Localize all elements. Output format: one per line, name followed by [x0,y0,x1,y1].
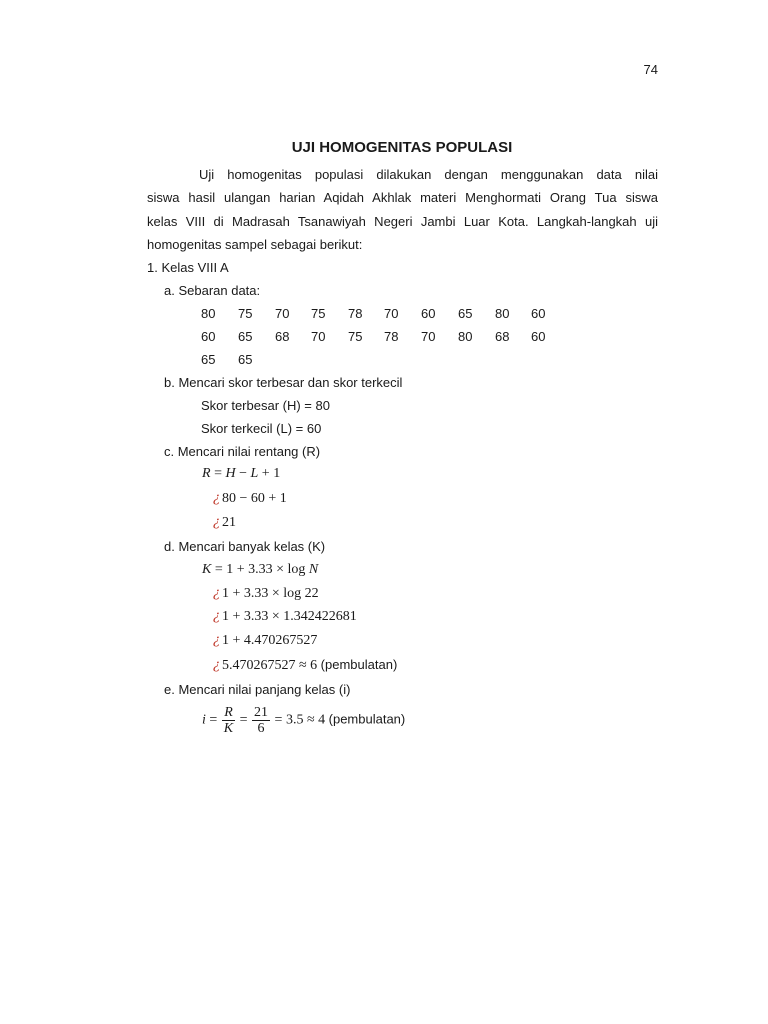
glyph-artifact: ¿ [213,633,220,648]
skor-terkecil: Skor terkecil (L) = 60 [201,421,322,436]
k-calc-approx: ≈ 6 [298,658,318,673]
page-number: 74 [643,62,658,77]
table-cell: 68 [495,329,510,344]
step-b-label: b. Mencari skor terbesar dan skor terkecil [164,375,403,390]
table-cell: 78 [384,329,399,344]
fraction-numerator: 21 [254,705,269,720]
table-cell: 65 [201,352,216,367]
k-calc-value: 1 + 3.33 × log 22 [221,586,319,601]
glyph-artifact: ¿ [213,586,220,601]
table-cell: 80 [495,306,510,321]
table-cell: 65 [238,352,253,367]
section-heading: 1. Kelas VIII A [147,260,229,275]
intro-paragraph [147,163,658,256]
table-cell: 75 [311,306,326,321]
table-cell: 60 [531,306,546,321]
step-a-label: a. Sebaran data: [164,283,261,298]
step-d-label: d. Mencari banyak kelas (K) [164,539,326,554]
table-cell: 65 [458,306,473,321]
table-cell: 60 [421,306,436,321]
intro-line: kelas VIII di Madrasah Tsanawiyah Negeri Jambi Luar Kota. Langkah-langkah uji [147,213,658,229]
table-cell: 70 [275,306,290,321]
page-title: UJI HOMOGENITAS POPULASI [291,139,513,156]
k-calc-3 [213,633,317,649]
pembulatan-note: (pembulatan) [328,711,406,727]
table-cell: 70 [311,329,326,344]
k-formula: K = 1 + 3.33 × log N [202,562,319,577]
table-cell: 68 [275,329,290,344]
fraction-r-k [222,705,235,736]
r-formula: R = H − L + 1 [202,466,281,481]
fraction-denominator: 6 [257,721,265,736]
fraction-21-6 [252,705,270,736]
k-calc-2 [213,609,357,625]
k-calc-value: 5.470267527 [221,658,296,673]
table-cell: 60 [531,329,546,344]
table-cell: 80 [458,329,473,344]
glyph-artifact: ¿ [213,609,220,624]
step-e-label: e. Mencari nilai panjang kelas (i) [164,682,351,697]
intro-line: Uji homogenitas populasi dilakukan dengan menggunakan data nilai [199,167,658,182]
table-cell: 70 [384,306,399,321]
fraction-denominator: K [223,721,234,736]
table-cell: 75 [348,329,363,344]
table-cell: 78 [348,306,363,321]
k-calc-4 [213,657,397,674]
k-calc-value: 1 + 3.33 × 1.342422681 [221,609,357,624]
pembulatan-note: (pembulatan) [320,657,398,672]
glyph-artifact: ¿ [213,515,220,530]
glyph-artifact: ¿ [213,491,220,506]
table-cell: 65 [238,329,253,344]
i-formula: i = $\frac{R}{K}$ = $\frac{21}{6}$ = 3.5 ≈ 4 (pembulatan) [202,705,406,736]
step-c-label: c. Mencari nilai rentang (R) [164,444,321,459]
intro-line: siswa hasil ulangan harian Aqidah Akhlak materi Menghormati Orang Tua siswa [147,190,658,206]
i-result: 3.5 ≈ 4 [285,712,326,728]
glyph-artifact: ¿ [213,658,220,673]
k-calc-value: 1 + 4.470267527 [221,633,318,648]
skor-terbesar: Skor terbesar (H) = 80 [201,398,330,413]
r-calc-value: 80 − 60 + 1 [221,491,287,506]
k-calc-1 [213,586,319,602]
intro-line: homogenitas sampel sebagai berikut: [147,236,363,252]
table-cell: 60 [201,329,216,344]
table-cell: 80 [201,306,216,321]
r-calc-1 [213,491,287,507]
table-cell: 75 [238,306,253,321]
r-calc-value: 21 [221,515,236,530]
fraction-numerator: R [222,705,235,721]
table-cell: 70 [421,329,436,344]
r-calc-2 [213,515,236,531]
